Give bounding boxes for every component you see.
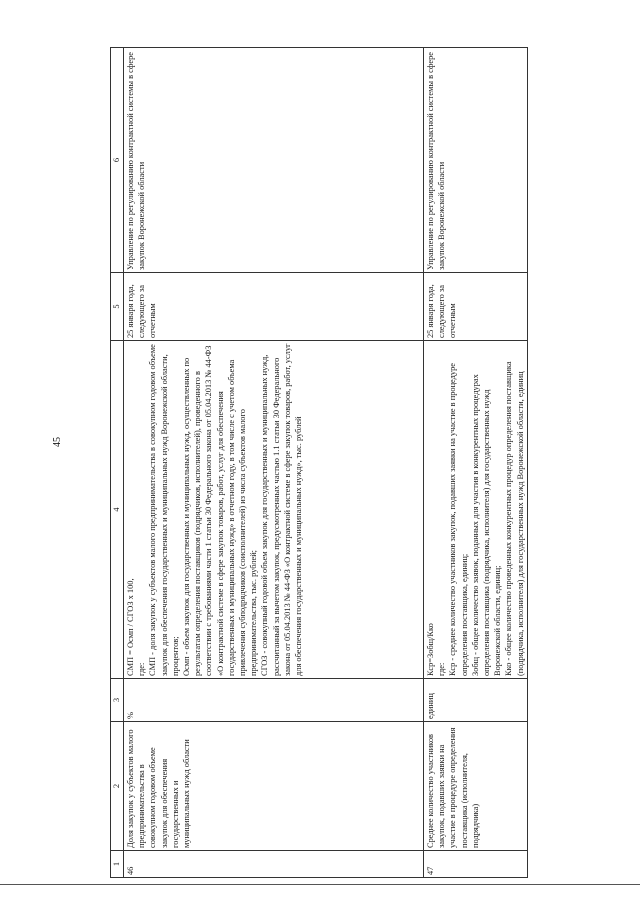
reporting-deadline: 25 января года, следующего за отчетным: [424, 273, 528, 341]
table-row: [424, 48, 528, 878]
page-number: 45: [52, 437, 63, 447]
indicators-table: [110, 47, 528, 878]
table-header-row: [111, 48, 124, 878]
unit-of-measure: %: [124, 679, 424, 722]
calculation-method: [124, 341, 424, 679]
indicator-name: Среднее количество участников закупок, подавших заявки на участие в процедуре определения поставщика (исполнителя, подрядчика): [424, 722, 528, 851]
formula-line: Кср - среднее количество участников закупок, подавших заявки на участие в процедуре определения поставщика, единиц;: [448, 362, 469, 676]
rotated-page-content: [110, 51, 530, 878]
header-col-1: 1: [111, 851, 124, 878]
responsible-body: Управление по регулированию контрактной системы в сфере закупок Воронежской области: [424, 48, 528, 273]
header-col-3: 3: [111, 679, 124, 722]
calculation-method: [424, 341, 528, 679]
header-col-5: 5: [111, 273, 124, 341]
reporting-deadline: 25 января года, следующего за отчетным: [124, 273, 424, 341]
formula-line: Кср=Зобщ/Кко: [426, 623, 435, 676]
formula-line: где:: [137, 662, 147, 676]
formula-line: СМП - доля закупок у субъектов малого предпринимательства в совокупном годовом объеме закупок для обеспечения государственных и муниципальных нужд Воронежской области, процентов;: [148, 344, 180, 676]
responsible-body: Управление по регулированию контрактной системы в сфере закупок Воронежской области: [124, 48, 424, 273]
header-col-4: 4: [111, 341, 124, 679]
formula-line: Кко - общее количество проведенных конкурентных процедур определения поставщика (подрядчика, исполнителя) для государственных нужд Воронежской области, единиц: [504, 361, 525, 676]
formula-line: где:: [437, 662, 447, 676]
row-number: 47: [424, 851, 528, 878]
header-col-6: 6: [111, 48, 124, 273]
header-col-2: 2: [111, 722, 124, 851]
unit-of-measure: единиц: [424, 679, 528, 722]
formula-line: СГОЗ - совокупный годовой объем закупок для государственных и муниципальных нужд, рассчитанный за вычетом закупок, предусмотренных частью 1.1 статьи 30 Федерального закона от 05.04.2013 № 44-ФЗ «О контрактной системе в сфере закупок товаров, работ, услуг для обеспечения государственных и муниципальных нужд», тыс. рублей: [260, 343, 304, 676]
formula-line: СМП = Осмп / СГОЗ х 100,: [126, 578, 135, 676]
formula-line: Осмп - объем закупок для государственных и муниципальных нужд, осуществленных по результатам определения поставщиков (подрядчиков, исполнителей), проведенного в соответствии с требованиями части 1 статьи 30 Федерального закона от 05.04.2013 № 44-ФЗ «О контрактной системе в сфере закупок товаров, работ, услуг для обеспечения государственных и муниципальных нужд» в отчетном году, в том числе с учетом объема привлечения субподрядчиков (соисполнителей) из числа субъектов малого предпринимательства, тыс. рублей;: [182, 345, 259, 676]
page-bottom-rule: [0, 884, 640, 885]
indicator-name: Доля закупок у субъектов малого предпринимательства в совокупном годовом объеме закупок для обеспечения государственных и муниципальных нужд области: [124, 722, 424, 851]
table-row: [124, 48, 424, 878]
formula-line: Зобщ - общее количество заявок, поданных для участия в конкурентных процедурах определения поставщика (подрядчика, исполнителя) для государственных нужд Воронежской области, единиц;: [470, 374, 503, 676]
row-number: 46: [124, 851, 424, 878]
